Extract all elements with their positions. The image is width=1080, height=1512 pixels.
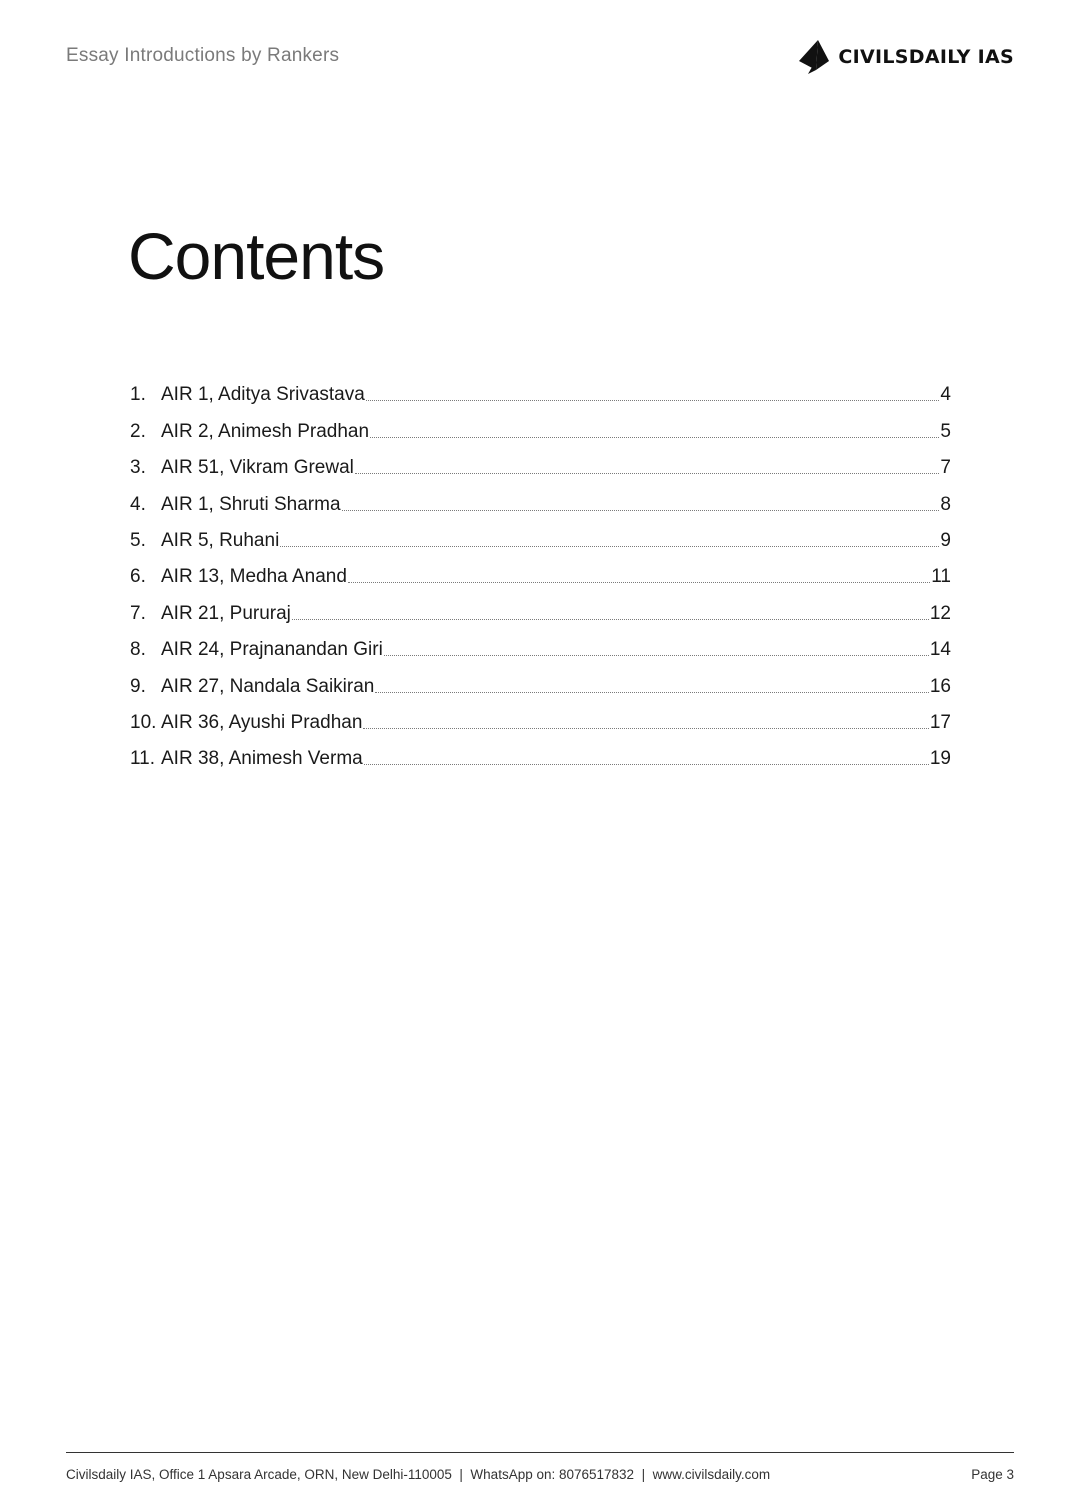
toc-entry-number: 1. [130,384,146,406]
toc-entry-page[interactable]: 4 [940,384,951,406]
toc-entry-title[interactable]: AIR 38, Animesh Verma [161,748,363,770]
toc-entry-page[interactable]: 14 [929,639,951,661]
table-of-contents [130,370,951,770]
toc-entry[interactable] [130,370,951,406]
toc-entry-title[interactable]: AIR 13, Medha Anand [161,566,347,588]
footer-divider [66,1452,1014,1453]
brand-logo [796,38,1014,76]
toc-entry[interactable] [130,516,951,552]
toc-entry-number: 3. [130,457,146,479]
document-title: Essay Introductions by Rankers [66,45,340,66]
toc-entry[interactable] [130,552,951,588]
toc-dot-leader [366,399,940,401]
toc-entry[interactable] [130,443,951,479]
toc-entry-page[interactable]: 5 [940,420,951,442]
toc-entry-number: 9. [130,675,146,697]
toc-entry[interactable] [130,661,951,697]
toc-entry-title[interactable]: AIR 1, Aditya Srivastava [161,384,365,406]
toc-entry-number: 7. [130,602,146,624]
toc-entry-number: 2. [130,420,146,442]
toc-dot-leader [384,654,929,656]
toc-entry[interactable] [130,406,951,442]
footer-address: Civilsdaily IAS, Office 1 Apsara Arcade, ORN, New Delhi-110005 | WhatsApp on: 8076517832 | www.civilsdaily.com [66,1467,771,1482]
brand-name: CIVILSDAILY IAS [838,46,1014,68]
toc-dot-leader [342,509,940,511]
toc-entry-page[interactable]: 16 [929,675,951,697]
toc-entry-number: 5. [130,529,146,551]
toc-entry[interactable] [130,625,951,661]
toc-dot-leader [375,691,929,693]
toc-dot-leader [355,472,940,474]
toc-entry-number: 4. [130,493,146,515]
toc-entry-title[interactable]: AIR 1, Shruti Sharma [161,493,341,515]
toc-entry-number: 8. [130,639,146,661]
toc-dot-leader [364,763,929,765]
toc-dot-leader [280,545,939,547]
toc-entry-title[interactable]: AIR 51, Vikram Grewal [161,457,354,479]
toc-entry-page[interactable]: 17 [929,711,951,733]
page-title: Contents [128,219,385,293]
toc-dot-leader [370,436,939,438]
toc-entry-number: 6. [130,566,146,588]
toc-dot-leader [363,727,928,729]
toc-entry-number: 10. [130,711,157,733]
toc-entry[interactable] [130,734,951,770]
toc-entry-page[interactable]: 19 [929,748,951,770]
toc-entry-title[interactable]: AIR 27, Nandala Saikiran [161,675,375,697]
toc-entry-title[interactable]: AIR 5, Ruhani [161,529,280,551]
toc-entry-page[interactable]: 11 [931,566,951,588]
toc-entry[interactable] [130,479,951,515]
page-number: Page 3 [971,1467,1014,1482]
toc-entry-page[interactable]: 12 [929,602,951,624]
toc-entry-page[interactable]: 8 [940,493,951,515]
sail-logo-icon [796,39,830,75]
toc-entry-number: 11. [130,748,156,770]
toc-entry-title[interactable]: AIR 36, Ayushi Pradhan [161,711,363,733]
toc-entry-page[interactable]: 7 [940,457,951,479]
toc-entry[interactable] [130,698,951,734]
toc-entry-page[interactable]: 9 [940,529,951,551]
toc-entry-title[interactable]: AIR 24, Prajnanandan Giri [161,639,383,661]
toc-dot-leader [348,581,930,583]
toc-entry[interactable] [130,588,951,624]
toc-entry-title[interactable]: AIR 21, Pururaj [161,602,291,624]
toc-entry-title[interactable]: AIR 2, Animesh Pradhan [161,420,370,442]
toc-dot-leader [292,618,929,620]
